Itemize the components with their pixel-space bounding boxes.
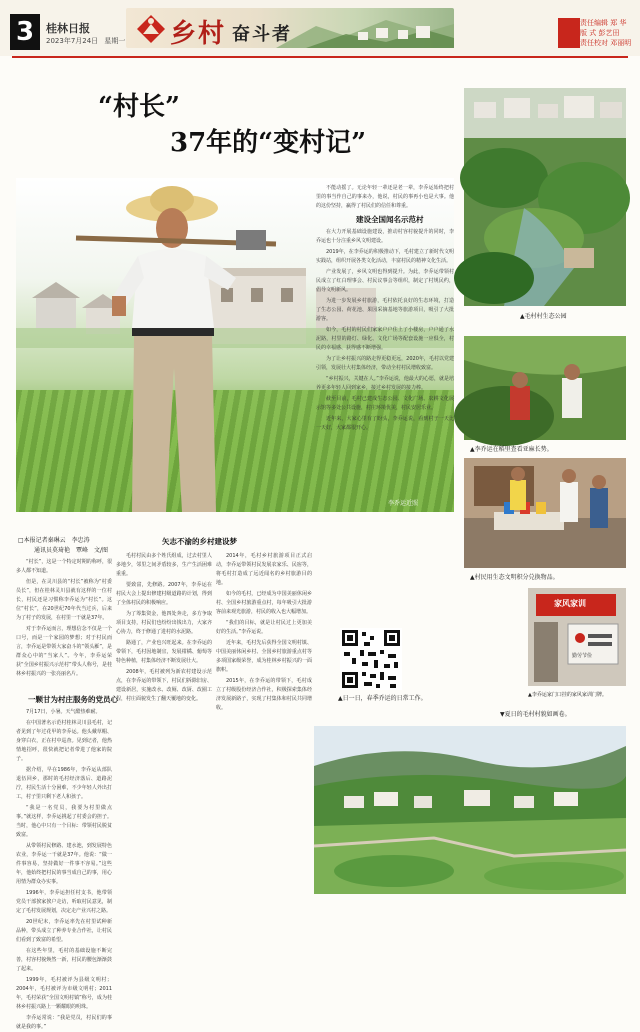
newspaper-name: 桂林日报: [46, 22, 90, 35]
section-3-text: [316, 228, 454, 620]
section-2-text-cont: [216, 552, 312, 892]
farmer-figure: [86, 178, 346, 512]
paragraph: 20世纪末，李乔运率先在村里试种新品种，带头成立了种养专业合作社，让村民们看到了致富的希望。: [16, 919, 112, 943]
section-title-2: 矢志不渝的乡村建设梦: [162, 537, 237, 546]
paragraph: 截至目前，毛村已建成生态公园、文化广场、农耕文化展示馆等多处公共设施，村庄环境优美，村民安居乐业。: [316, 396, 454, 411]
issue-date: [46, 36, 125, 46]
paragraph: 2014年，毛村乡村旅游项目正式启动，李乔运带领村民发展农家乐、民宿等，将毛村打造成了远近闻名的乡村旅游目的地。: [216, 553, 312, 586]
door-sign-title: 家风家训: [554, 599, 586, 608]
paragraph: 不能动摇了。无论年轻一辈还是老一辈，李乔运始终把村里的事当作自己的事来办，他说，村民的事再小也是大事。他的这份坚持，赢得了村民们的信任和尊重。: [316, 185, 454, 209]
column-logo-icon: [134, 12, 168, 50]
points-exchange-photo: [464, 458, 626, 568]
layout-line: 版 式 彭艺田: [580, 29, 620, 37]
byline-correspondents: 通讯员莫琦艳 覃峰 文/图: [34, 547, 109, 554]
paragraph: 路通了，产业也兴旺起来。在李乔运的带领下，毛村因地制宜，发展柑橘、葡萄等特色种植，村集体经济不断发展壮大。: [116, 640, 212, 664]
door-sign-text: 勤劳节俭: [572, 653, 593, 659]
paragraph: 1999年，毛村被评为县级文明村；2004年，毛村被评为市级文明村；2011年，毛村荣获“全国文明村镇”称号，成为桂林乡村振兴路上一颗耀眼的明珠。: [16, 977, 112, 1010]
paragraph: 为了筹集资金，他四处奔走，多方争取项目支持，村民们也纷纷出钱出力，大家齐心协力，终于修通了进村的水泥路。: [116, 611, 212, 635]
paragraph: 在这些年里，毛村的基础设施不断完善，村容村貌焕然一新，村民的腰包渐渐鼓了起来。: [16, 948, 112, 972]
proof-line: 责任校对 邓丽明: [580, 39, 632, 47]
paragraph: “村长”，这是一个特定时期的称呼，很多人都不知道。: [16, 559, 112, 574]
column-3-top-text: [316, 184, 454, 212]
paragraph: 产业发展了，乡风文明也得到提升。为此，李乔运带领村民成立了红白理事会、村民议事会等组织，制定了村规民约，倡导文明新风。: [316, 269, 454, 293]
paragraph: 对于李乔运而言，理想信念不仅是一个口号，而是一个家园的梦想；对于村民而言，李乔运是带领大家奋斗的“领头雁”，是群众心中的“当家人”。今年，李乔运荣获“全国乡村振兴示范村”带头人称号，是桂林乡村振兴的一张亮丽名片。: [16, 626, 112, 677]
paragraph: 在中国著名示范村桂林灵川县毛村，记者见到了年过花甲的李乔运。他头戴草帽、身穿白衣，正在村中巡查。见到记者，他热情地招呼，很快就把记者带进了他家的院子。: [16, 720, 112, 762]
editor-marker: [558, 18, 580, 48]
paragraph: 2015年，在李乔运的带领下，毛村成立了村级股份经济合作社，积极探索集体经济发展新路子，实现了村集体和村民共同增收。: [216, 678, 312, 711]
qr-code[interactable]: [340, 628, 402, 690]
village-panorama-photo: [314, 726, 626, 894]
field-inspection-photo: [464, 336, 626, 440]
paragraph: 近年来，大家心里有了盼头，李乔运说，看到村子一天比一天好，大家都很开心。: [316, 416, 454, 431]
header-rule: [12, 56, 628, 58]
section-title-1: 一颗甘为村庄服务的党员心: [28, 695, 118, 704]
paragraph: 如今的毛村，已经成为中国美丽休闲乡村、全国乡村旅游重点村，每年吸引大批游客前来观光旅游，村民的收入也大幅增加。: [216, 591, 312, 615]
editor-line: 责任编辑 郑 华: [580, 19, 627, 27]
caption-points-exchange: ▲村民用生态文明积分兑换物品。: [470, 574, 559, 581]
editor-credits: [580, 18, 631, 48]
paragraph: 要致富，先修路。2007年，李乔运在村民大会上提出修建村级道路的计划，得到了全体村民的积极响应。: [116, 582, 212, 606]
paragraph: 如今，毛村的村民们家家户户住上了小楼房，户户通了水泥路，村里的路灯、绿化、文化广场等配套设施一应俱全，村民的幸福感、获得感不断增强。: [316, 327, 454, 351]
intro-text: [16, 558, 112, 686]
section-title-3: 建设全国闻名示范村: [356, 215, 424, 224]
paragraph: 毛村村民由多个姓氏组成，过去村里人多地少，邻里之间矛盾较多，生产生活困难重重。: [116, 553, 212, 577]
caption-summer-village: ▼夏日的毛村村貌如画卷。: [500, 711, 571, 718]
paragraph: 为了让乡村振兴的路走得更稳更远，2020年，毛村以党建引领，发展壮大村集体经济，带动全村村民增收致富。: [316, 356, 454, 371]
headline-line-2: 37年的“变村记”: [170, 128, 367, 158]
column-subtitle: 奋斗者: [232, 24, 292, 45]
paragraph: 从带领村民修路、建水池，到发展特色农业，李乔运一干就是37年。他说：“做一件事容易，坚持做好一件事不容易。”这些年，他始终把村民的事当成自己的事，用心用情为群众办实事。: [16, 843, 112, 885]
paragraph: 近年来，毛村先后获得全国文明村镇、中国美丽休闲乡村、全国乡村旅游重点村等多项国家级荣誉，成为桂林乡村振兴的一面旗帜。: [216, 640, 312, 673]
caption-field-inspection: ▲李乔运在稻里查看亚麻长势。: [470, 446, 553, 453]
caption-daily-work: ▲日一日，春季乔运的日常工作。: [338, 695, 427, 702]
paragraph: 2019年，在李乔运的积极推动下，毛村建立了新时代文明实践站，组织开展各类文化活动，丰富村民的精神文化生活。: [316, 249, 454, 264]
paragraph: 但是，在灵川县的“村长”被称为“村委员长”，但在桂林灵川县就有这样的一位村长，村民还是习惯称李乔运为“村长”。这位“村长”，在20世纪70年代当过兵，后来为了村子的发展，在村里一干就是37年。: [16, 579, 112, 621]
headline-line-1: “村长”: [98, 92, 180, 122]
door-sign-photo: [528, 588, 626, 686]
byline-block: [18, 536, 109, 556]
paragraph: 1996年，李乔运担任村支书，他带领党员干部挨家挨户走访，听取村民意见，制定了毛村发展规划，决定走产业兴村之路。: [16, 890, 112, 914]
paragraph: “我是一名党员，我要为村里做点事。”就这样，李乔运挑起了村委会的担子。当时，他心中只有一个目标：带领村民脱贫致富。: [16, 805, 112, 838]
caption-eco-park: ▲毛村村生态公园: [520, 313, 567, 320]
paragraph: 李乔运常说：“我是党员，村民们的事就是我的事。”: [16, 1015, 112, 1030]
eco-park-photo: [464, 88, 626, 306]
paragraph: “我们的目标，就是让村民过上更加美好的生活。”李乔运说。: [216, 620, 312, 635]
hero-caption: 李乔运近照: [388, 500, 419, 507]
paragraph: “乡村振兴，关键在人。”李乔运说，他最大的心愿，就是培养更多年轻人回到家乡，接过乡村发展的接力棒。: [316, 376, 454, 391]
qr-code-icon: [340, 628, 402, 690]
date-text: 2023年7月24日: [46, 37, 99, 45]
paragraph: 在大力开展基础设施建设，推动村容村貌提升的同时，李乔运也十分注重乡风文明建设。: [316, 229, 454, 244]
column-title: 乡村: [170, 19, 227, 49]
paragraph: 为进一步发展乡村旅游，毛村依托良好的生态环境，打造了生态公园、荷花池、果园采摘基地等旅游项目，吸引了大批游客。: [316, 298, 454, 322]
paragraph: 据介绍，早在1986年，李乔运从部队退伍回乡，那时的毛村经济落后、道路泥泞，村民生活十分困难，不少年轻人外出打工，村子里只剩下老人和孩子。: [16, 767, 112, 800]
section-2-text: [116, 552, 212, 892]
weekday-text: 星期一: [104, 37, 126, 45]
section-1-text: [16, 708, 112, 1030]
caption-door-sign: ▲李乔运家门口挂的家风家训门牌。: [528, 692, 607, 698]
byline-reporters: □本报记者秦琳云 李忠涛: [18, 537, 90, 544]
paragraph: 2008年，毛村被列为新农村建设示范点，在李乔运的带领下，村民们拆除旧房、建设新居，实施改水、改厕、改厨、改圈工程，村庄面貌发生了翻天覆地的变化。: [116, 669, 212, 702]
page-number: 3: [10, 14, 40, 50]
paragraph: 7月17日，小暑。天气酷热难耐。: [26, 709, 101, 715]
